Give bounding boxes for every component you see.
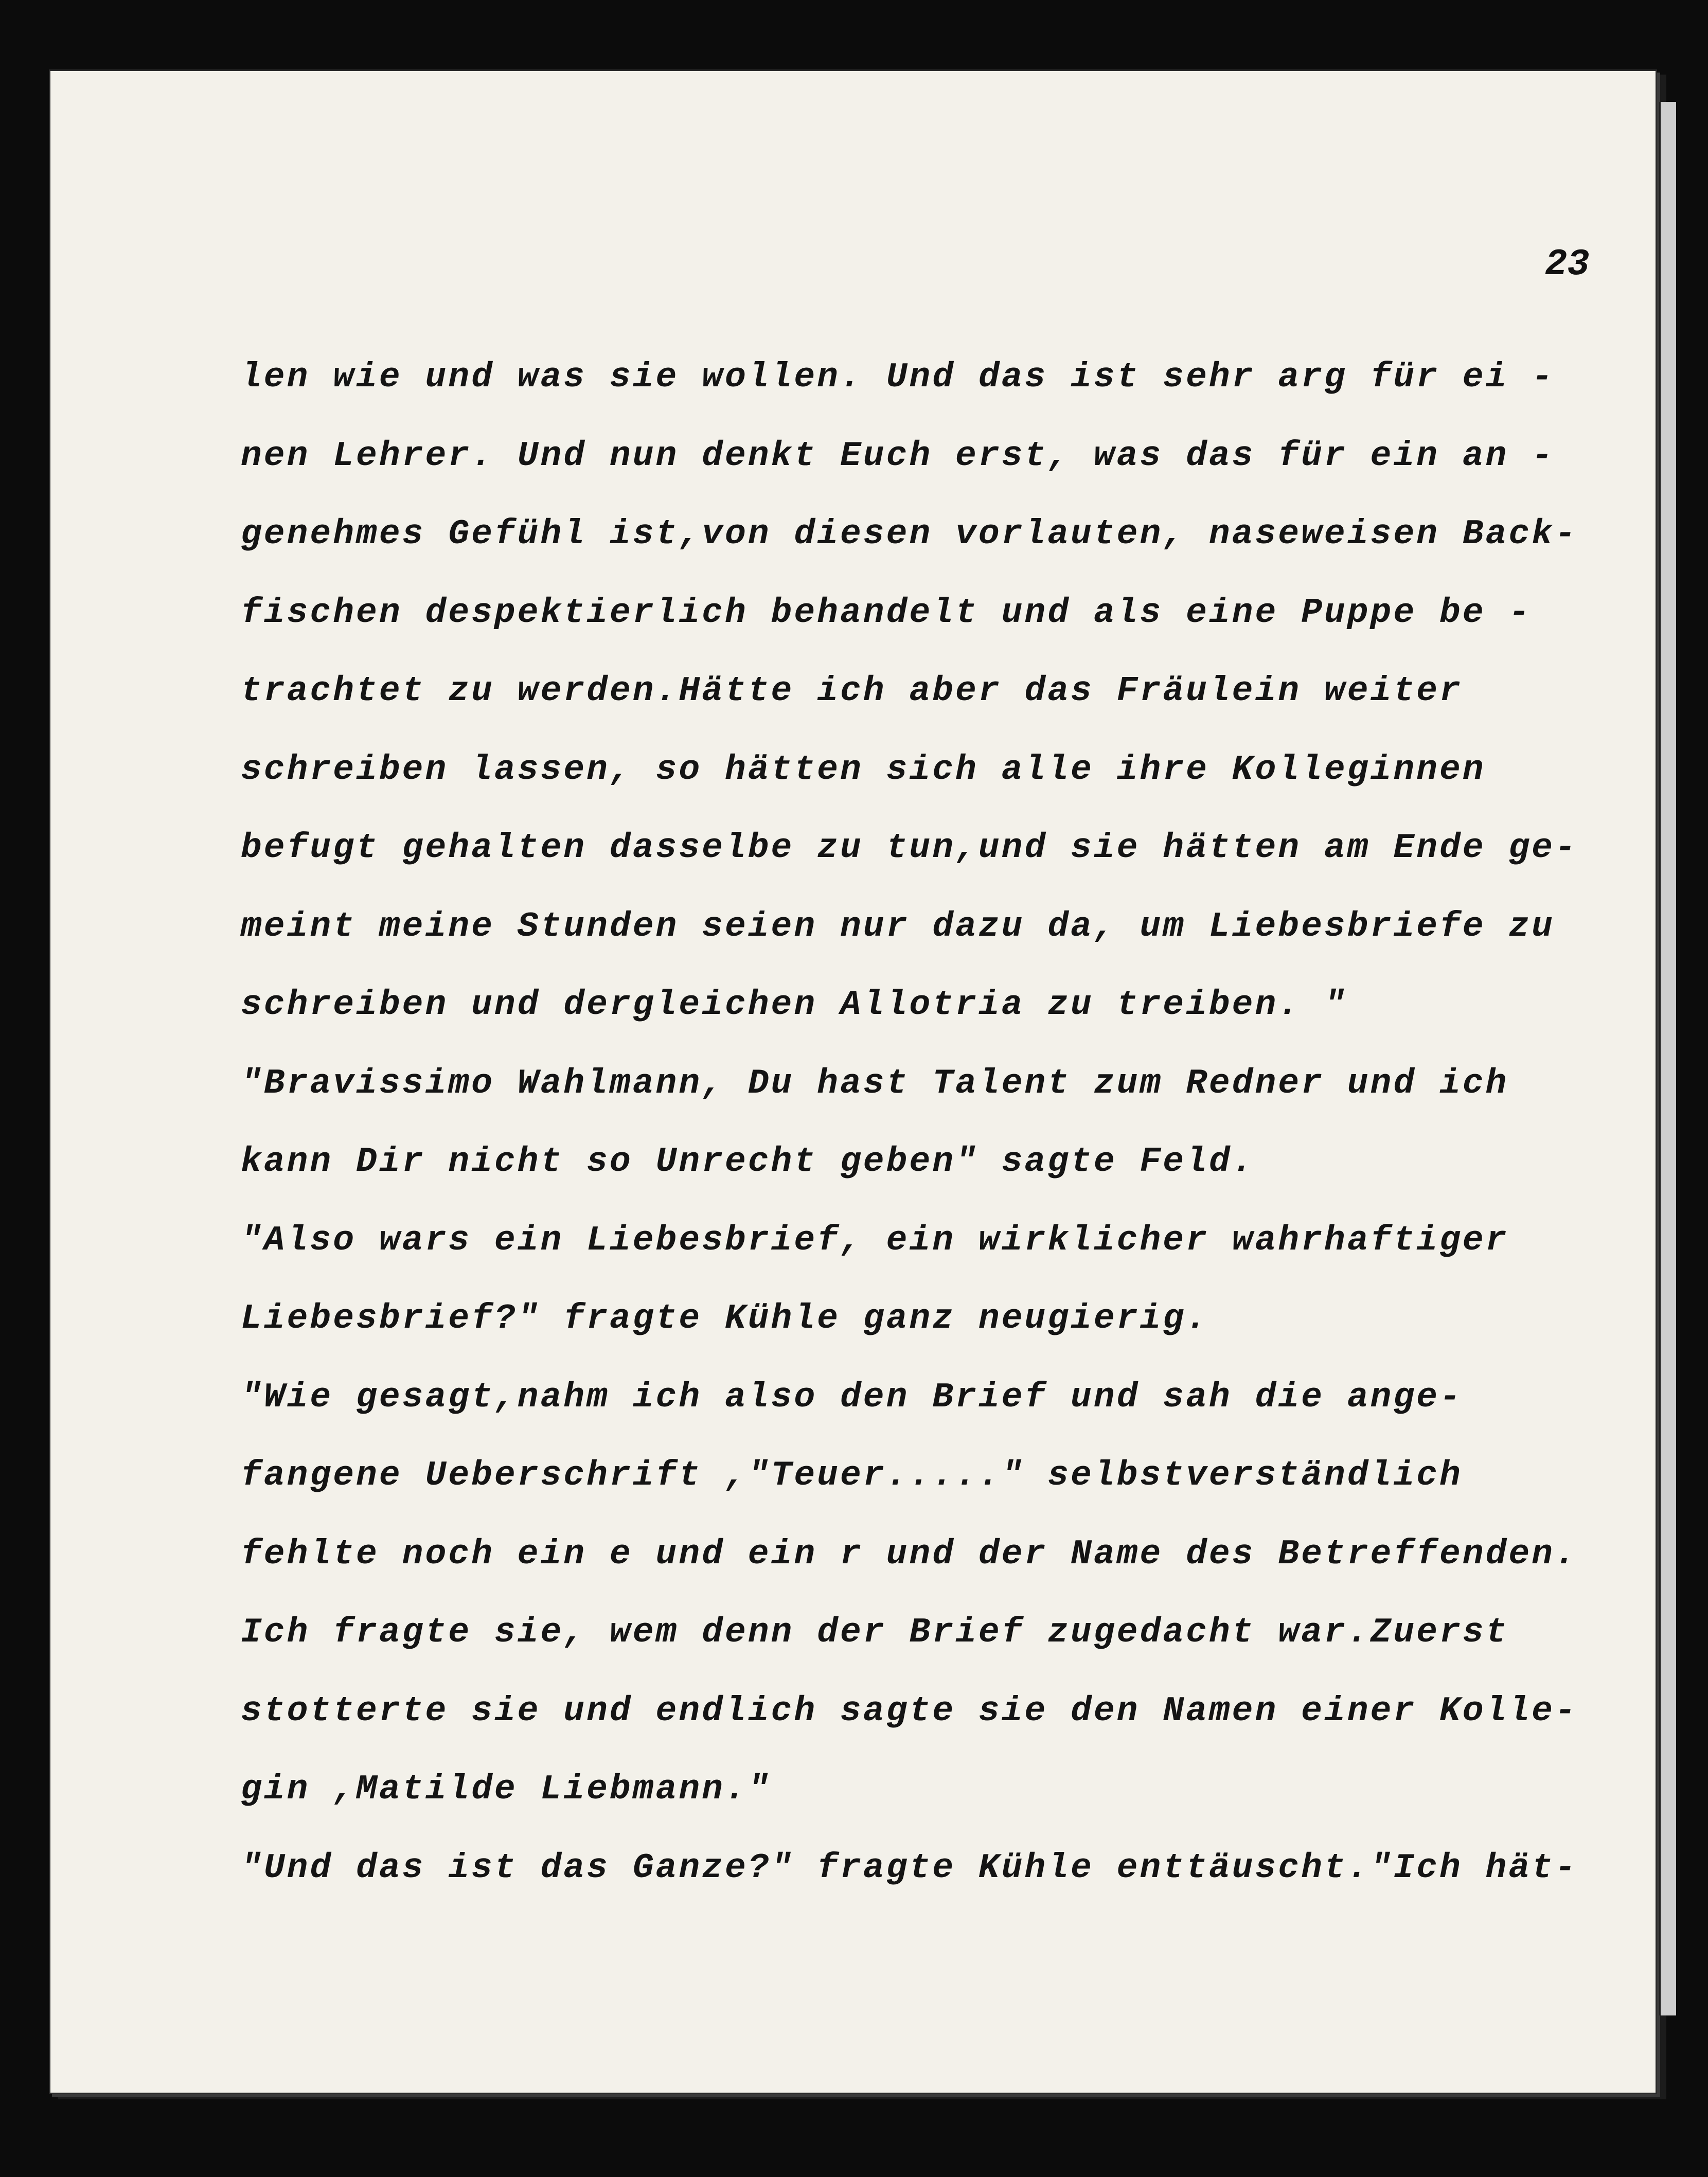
text-line: schreiben lassen, so hätten sich alle ihre Kolleginnen [241,750,1486,790]
text-line: "Also wars ein Liebesbrief, ein wirklicher wahrhaftiger [241,1220,1509,1260]
text-line: schreiben und dergleichen Allotria zu treiben. " [241,985,1347,1025]
text-line: stotterte sie und endlich sagte sie den Namen einer Kolle- [241,1691,1578,1731]
text-line: fehlte noch ein e und ein r und der Name des Betreffenden. [241,1534,1578,1574]
text-line: genehmes Gefühl ist,von diesen vorlauten, naseweisen Back- [241,514,1578,554]
text-line: len wie und was sie wollen. Und das ist sehr arg für ei - [241,358,1555,397]
text-line: Liebesbrief?" fragte Kühle ganz neugierig. [241,1299,1209,1339]
text-line: meint meine Stunden seien nur dazu da, um Liebesbriefe zu [241,906,1555,947]
text-line: trachtet zu werden.Hätte ich aber das Fräulein weiter [241,671,1463,711]
text-line: nen Lehrer. Und nun denkt Euch erst, was das für ein an - [241,436,1555,476]
text-line: fangene Ueberschrift ,"Teuer....." selbstverständlich [241,1456,1463,1495]
text-line: fischen despektierlich behandelt und als eine Puppe be - [241,593,1532,633]
text-line: Ich fragte sie, wem denn der Brief zugedacht war.Zuerst [241,1613,1509,1652]
page-number: 23 [1545,243,1590,285]
text-line: gin ,Matilde Liebmann." [241,1770,771,1809]
text-line: "Und das ist das Ganze?" fragte Kühle enttäuscht."Ich hät- [241,1848,1578,1888]
text-line: befugt gehalten dasselbe zu tun,und sie hätten am Ende ge- [241,828,1578,868]
typewritten-page [49,69,1657,2094]
text-line: kann Dir nicht so Unrecht geben" sagte Feld. [241,1142,1255,1182]
text-line: "Wie gesagt,nahm ich also den Brief und sah die ange- [241,1377,1463,1417]
text-line: "Bravissimo Wahlmann, Du hast Talent zum Redner und ich [241,1063,1509,1103]
text-block [241,338,1686,1907]
